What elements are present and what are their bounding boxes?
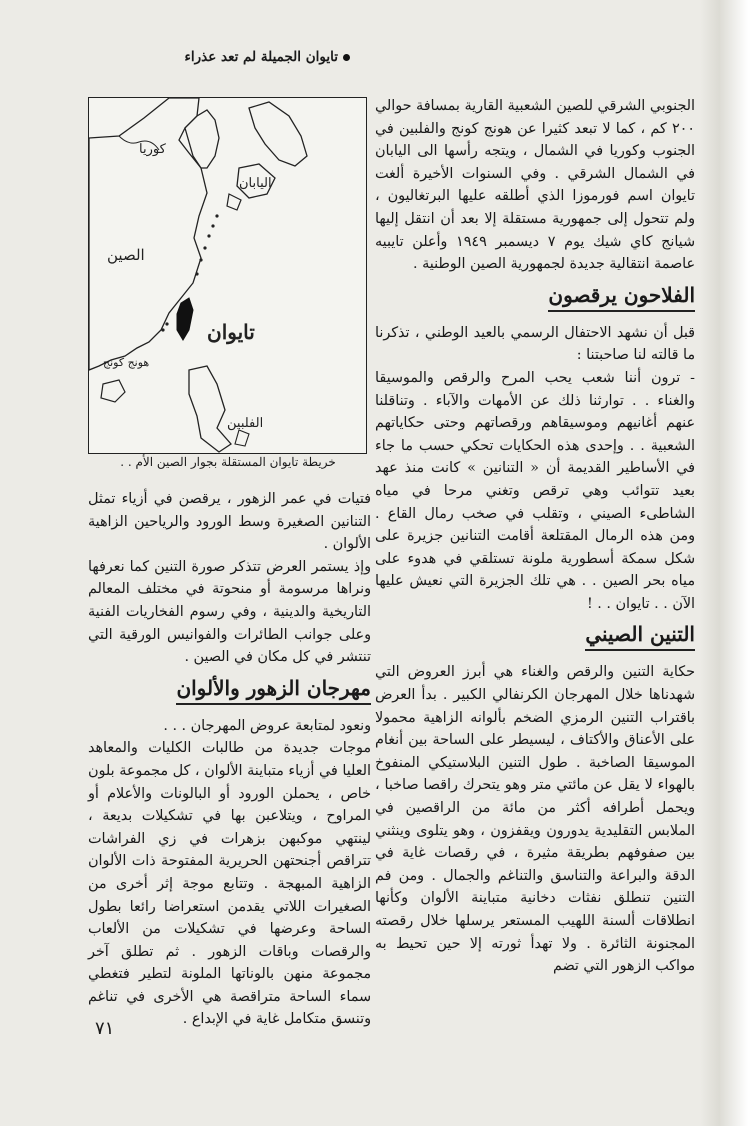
paragraph: فتيات في عمر الزهور ، يرقصن في أزياء تمثل التنانين الصغيرة وسط الورود والرياحين الزاهية الألوان . [88, 491, 371, 553]
paragraph: - ترون أننا شعب يحب المرح والرقص والموسيقا والغناء . . توارثنا ذلك عن الأمهات والآباء . وتناقلنا عنهم أغانيهم وموسيقاهم ورقصاتهم وحتى حكاياتهم الشعبية . . وإحدى هذه الحكايات تحكي حسب ما جاء في الأساطير القديمة أن « التنانين » كانت منذ عهد بعيد تتوائب وهي ترقص وتغني مرحا في مياه الشاطىء الصيني ، وتقلب في صخب رمال القاع . ومن هذه الرمال المقتلعة أقامت التنانين جزيرة على شكل سمكة أسطورية ملونة تستلقي في هدوء على مياه بحر الصين . . هي تلك الجزيرة التي نعيش عليها الآن . . تايوان . . ! [375, 369, 695, 612]
heading-chinese-dragon: التنين الصيني [585, 621, 695, 651]
page-number: ٧١ [95, 1018, 115, 1039]
map-label-china: الصين [107, 246, 145, 264]
paragraph: وإذ يستمر العرض تتذكر صورة التنين كما نعرفها ونراها مرسومة أو منحوتة في مختلف المعالم التاريخية والدينية ، وفي رسوم الفخاريات الفنية وعلى جوانب الطائرات والفوانيس الورقية التي تنتشر في كل مكان في الصين . [88, 558, 371, 666]
paragraph: موجات جديدة من طالبات الكليات والمعاهد العليا في أزياء متباينة الألوان ، كل مجموعة بلون خاص ، يحملن الورود أو البالونات والأعلام أو المراوح ، ويتلاعبن بها في تشكيلات بديعة ، لينتهي موكبهن بزهرات في زي الفراشات تتراقص أجنحتهن الحريرية المفتوحة ذات الألوان الزاهية المبهجة . وتتابع موجة إثر أخرى من الصغيرات اللاتي يقدمن استعراضا رائعا بطول الساحة وعرضها في تشكيلات من الألعاب والرقصات وباقات الزهور . ثم تطلق آخر مجموعة منهن بالوناتها الملونة لتطير فتغطي سماء الساحة متراقصة هي الأخرى في تناغم وتنسق متكامل غاية في الإبداع . [88, 740, 371, 1028]
map-caption: خريطة تايوان المستقلة بجوار الصين الأم . . [120, 455, 336, 469]
philippines-small [235, 430, 249, 446]
paragraph: قبل أن نشهد الاحتفال الرسمي بالعيد الوطني ، تذكرنا ما قالته لنا صاحبتنا : [375, 324, 695, 364]
map-label-taiwan: تايوان [207, 320, 255, 344]
page-binding-shadow [700, 0, 748, 1126]
taiwan-island [177, 298, 193, 340]
running-header [90, 49, 350, 65]
left-column [88, 488, 371, 1031]
running-header-text: تايوان الجميلة لم تعد عذراء [184, 49, 338, 65]
map-label-korea: كوريا [139, 142, 166, 157]
map-label-hongkong: هونج كونج [103, 356, 150, 369]
map-label-philippines: الفلبين [227, 416, 264, 431]
paragraph: حكاية التنين والرقص والغناء هي أبرز العروض التي شهدناها خلال المهرجان الكرنفالي الكبير . بدأ العرض باقتراب التنين الرمزي الضخم بألوانه الزاهية محمولا على الأعناق والأكتاف ، ليسيطر على الساحة بين أنغام الموسيقا الصاخبة . طول التنين البلاستيكي المنفوخ بالهواء لا يقل عن مائتي متر وهو يتحرك راقصا صاخبا ، ويحمل أطرافه أكثر من مائة من الراقصين في الملابس التقليدية يدورون ويقفزون ، وهو يتلوى وينثني بين صفوفهم بطريقة مثيرة ، في رقصات غاية في الدقة والبراعة والتناسق والتناغم والجمال . ومن فم التنين تنطلق نفثات دخانية متباينة الألوان وكأنها انطلاقات ألسنة اللهيب المستعر يرسلها خلال رقصته المجنونة الثائرة . ولا تهدأ ثورته إلا حين تحيط به مواكب الزهور التي تضم [375, 664, 695, 975]
hainan-island [101, 380, 125, 402]
bullet-icon [343, 54, 350, 61]
philippines-islands [189, 366, 231, 452]
heading-farmers-dance: الفلاحون يرقصون [548, 282, 695, 312]
paragraph-intro: الجنوبي الشرقي للصين الشعبية القارية بمسافة حوالي ٢٠٠ كم ، كما لا تبعد كثيرا عن هونج كونج والفلبين في الجنوب وكوريا في الشمال ، ويتجه رأسها الى اليابان في الشمال الشرقي . وفي السنوات الأخيرة ألغت تايوان اسم فورموزا الذي أطلقه عليها البرتغاليون ، ولم تتحول إلى جمهورية مستقلة إلا بعد أن انتقل إليها شيانج كاي شيك يوم ٧ ديسمبر ١٩٤٩ وأعلن تايبيه عاصمة انتقالية جديدة لجمهورية الصين الوطنية . [375, 98, 695, 273]
heading-flowers-festival: مهرجان الزهور والألوان [176, 675, 371, 705]
paragraph: ونعود لمتابعة عروض المهرجان . . . [163, 717, 371, 734]
taiwan-map [88, 97, 367, 454]
right-column [375, 95, 695, 978]
japan-island-north [249, 102, 307, 166]
map-drawing [89, 98, 366, 453]
map-label-japan: اليابان [239, 176, 272, 191]
japan-island-small [227, 194, 241, 210]
